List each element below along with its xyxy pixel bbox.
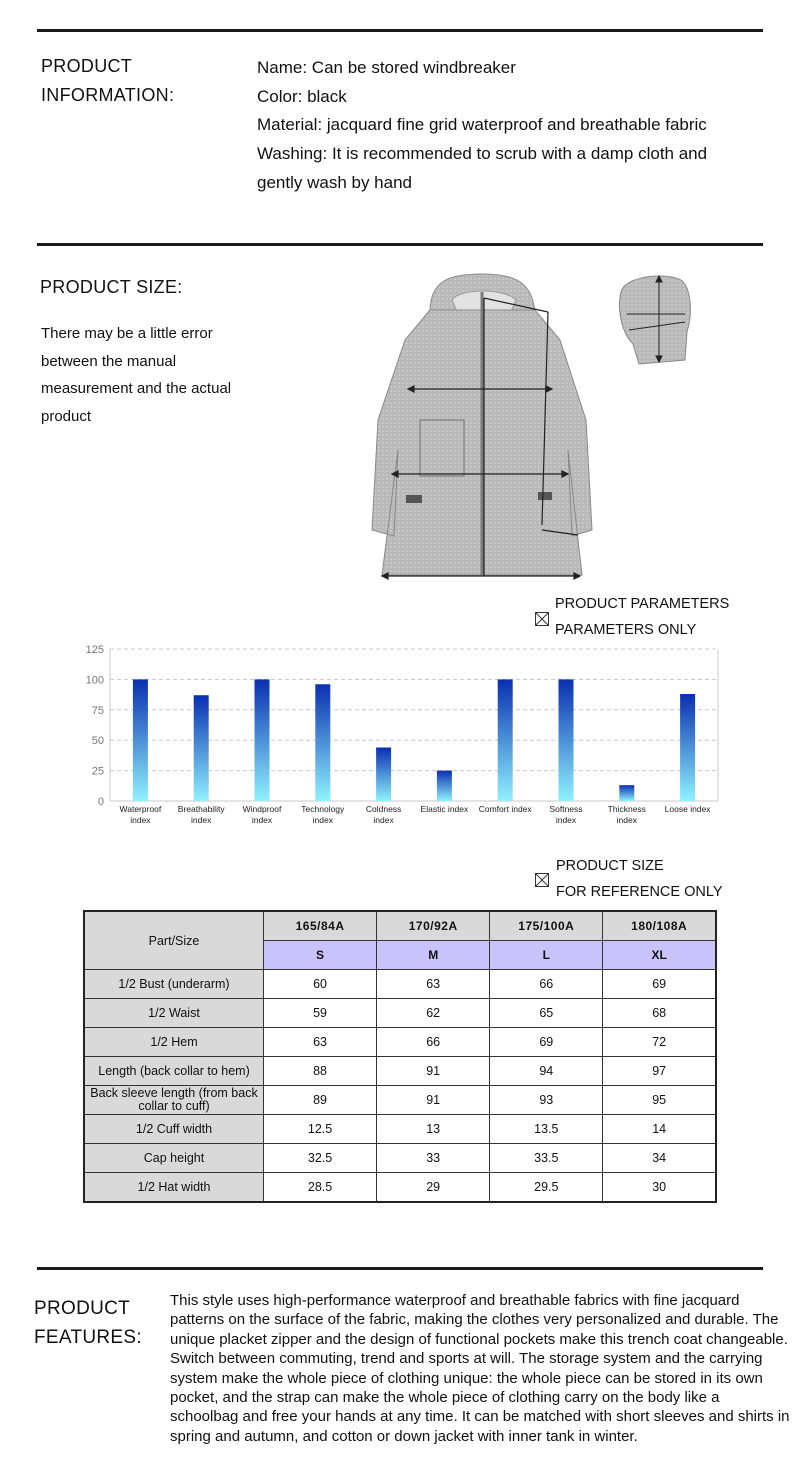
- row-label: 1/2 Hem: [84, 1028, 264, 1057]
- chart-bar: [559, 679, 574, 801]
- x-category-label: Thickness: [607, 804, 646, 814]
- row-label: 1/2 Cuff width: [84, 1115, 264, 1144]
- info-color: Color: black: [257, 87, 347, 106]
- divider-features: [37, 1267, 763, 1270]
- x-category-label: Coldness: [365, 804, 402, 814]
- x-category-label: index: [191, 815, 212, 825]
- x-category-label: Breathability: [177, 804, 225, 814]
- table-cell: 94: [490, 1057, 603, 1086]
- size-code-cell: 170/92A: [377, 911, 490, 941]
- table-cell: 97: [603, 1057, 716, 1086]
- info-washing-cont: gently wash by hand: [257, 173, 412, 192]
- size-label: [556, 854, 723, 905]
- x-category-label: index: [130, 815, 151, 825]
- x-category-label: index: [312, 815, 333, 825]
- x-category-label: Softness: [549, 804, 583, 814]
- table-cell: 14: [603, 1115, 716, 1144]
- size-letter-cell: L: [490, 941, 603, 970]
- x-category-label: index: [251, 815, 273, 825]
- x-category-label: index: [555, 815, 577, 825]
- x-category-label: index: [616, 815, 637, 825]
- table-cell: 66: [490, 970, 603, 999]
- size-label-line1: PRODUCT SIZE: [556, 858, 664, 874]
- table-cell: 28.5: [264, 1173, 377, 1203]
- table-cell: 34: [603, 1144, 716, 1173]
- table-cell: 95: [603, 1086, 716, 1115]
- row-label: 1/2 Hat width: [84, 1173, 264, 1203]
- table-cell: 60: [264, 970, 377, 999]
- hood-measurement-illustration: [615, 272, 695, 367]
- table-row: [84, 1086, 716, 1115]
- table-row: [84, 1057, 716, 1086]
- chart-bar: [498, 679, 513, 801]
- size-letter-cell: M: [377, 941, 490, 970]
- divider-top: [37, 29, 763, 32]
- chart-bar: [376, 747, 391, 801]
- features-heading-line1: PRODUCT: [34, 1298, 131, 1319]
- table-cell: 91: [377, 1086, 490, 1115]
- table-cell: 89: [264, 1086, 377, 1115]
- info-heading-line2: INFORMATION:: [41, 85, 175, 105]
- size-letter-cell: S: [264, 941, 377, 970]
- table-row: [84, 1115, 716, 1144]
- x-category-label: Loose index: [664, 804, 711, 814]
- y-tick-label: 0: [97, 796, 104, 808]
- params-label-line2: PARAMETERS ONLY: [555, 621, 697, 638]
- x-category-label: Technology: [301, 804, 345, 814]
- table-cell: 88: [264, 1057, 377, 1086]
- features-heading: [34, 1294, 142, 1352]
- table-cell: 33.5: [490, 1144, 603, 1173]
- y-tick-label: 100: [85, 674, 104, 687]
- table-row: [84, 999, 716, 1028]
- x-category-label: Comfort index: [478, 804, 532, 814]
- chart-bar: [315, 684, 330, 801]
- params-checkbox-icon: [535, 612, 549, 626]
- size-note: There may be a little error between the manual measurement and the actual product: [41, 325, 232, 425]
- row-label: Back sleeve length (from back collar to cuff): [84, 1086, 264, 1115]
- chart-bar: [255, 679, 270, 801]
- info-heading-line1: PRODUCT: [41, 56, 133, 76]
- table-cell: 59: [264, 999, 377, 1028]
- table-row: [84, 1144, 716, 1173]
- info-heading: [41, 52, 174, 110]
- table-row: [84, 970, 716, 999]
- part-size-header: Part/Size: [84, 911, 264, 970]
- info-washing: Washing: It is recommended to scrub with a damp cloth and: [257, 144, 708, 163]
- size-code-cell: 180/108A: [603, 911, 716, 941]
- row-label: Length (back collar to hem): [84, 1057, 264, 1086]
- table-cell: 72: [603, 1028, 716, 1057]
- table-cell: 66: [377, 1028, 490, 1057]
- table-cell: 29.5: [490, 1173, 603, 1203]
- size-letter-cell: XL: [603, 941, 716, 970]
- params-label: [555, 592, 729, 643]
- size-label-line2: FOR REFERENCE ONLY: [556, 883, 723, 900]
- size-code-cell: 175/100A: [490, 911, 603, 941]
- y-tick-label: 25: [91, 765, 104, 778]
- table-cell: 32.5: [264, 1144, 377, 1173]
- table-cell: 12.5: [264, 1115, 377, 1144]
- table-cell: 91: [377, 1057, 490, 1086]
- table-row: [84, 1173, 716, 1203]
- table-row: [84, 1028, 716, 1057]
- table-cell: 68: [603, 999, 716, 1028]
- chart-bar: [194, 695, 209, 801]
- size-checkbox-icon: [535, 873, 549, 887]
- table-cell: 29: [377, 1173, 490, 1203]
- table-cell: 63: [264, 1028, 377, 1057]
- row-label: 1/2 Waist: [84, 999, 264, 1028]
- x-category-label: Waterproof: [119, 804, 162, 814]
- table-cell: 69: [603, 970, 716, 999]
- chart-bar: [437, 771, 452, 801]
- divider-size: [37, 243, 763, 246]
- table-cell: 63: [377, 970, 490, 999]
- chart-bar: [680, 694, 695, 801]
- parameters-bar-chart: [70, 638, 725, 838]
- size-table: [83, 910, 717, 1203]
- size-code-cell: 165/84A: [264, 911, 377, 941]
- info-name: Name: Can be stored windbreaker: [257, 58, 516, 77]
- table-cell: 13: [377, 1115, 490, 1144]
- features-heading-line2: FEATURES:: [34, 1327, 142, 1348]
- size-heading: PRODUCT SIZE:: [40, 277, 183, 297]
- params-label-line1: PRODUCT PARAMETERS: [555, 596, 730, 612]
- table-cell: 69: [490, 1028, 603, 1057]
- chart-bar: [133, 679, 148, 801]
- row-label: 1/2 Bust (underarm): [84, 970, 264, 999]
- table-cell: 65: [490, 999, 603, 1028]
- x-category-label: Windproof: [242, 804, 282, 814]
- x-category-label: Elastic index: [420, 804, 469, 814]
- table-cell: 33: [377, 1144, 490, 1173]
- features-text: This style uses high-performance waterproof and breathable fabrics with fine jacquard patterns on the surface of the fabric, making the clothes very personalized and durable. The unique placket zipper and the design of functional pockets make this trench coat changeable. Switch between commuting, trend and sports at will. The storage system and the carrying system make the whole piece of clothing unique: the whole piece can be stored in its own pocket, and the strap can make the whole piece of clothing carry on the body like a schoolbag and free your hands at any time. It can be matched with short sleeves and shirts in spring and autumn, and cotton or down jacket with inner tank in winter.: [170, 1292, 790, 1445]
- row-label: Cap height: [84, 1144, 264, 1173]
- table-cell: 62: [377, 999, 490, 1028]
- jacket-measurement-illustration: [370, 270, 595, 585]
- y-tick-label: 50: [91, 735, 104, 748]
- table-cell: 30: [603, 1173, 716, 1203]
- info-material: Material: jacquard fine grid waterproof and breathable fabric: [257, 115, 707, 134]
- table-cell: 93: [490, 1086, 603, 1115]
- y-tick-label: 125: [85, 644, 104, 656]
- x-category-label: index: [373, 815, 394, 825]
- size-code-row: [84, 911, 716, 941]
- table-cell: 13.5: [490, 1115, 603, 1144]
- y-tick-label: 75: [91, 704, 104, 717]
- chart-bar: [619, 785, 634, 801]
